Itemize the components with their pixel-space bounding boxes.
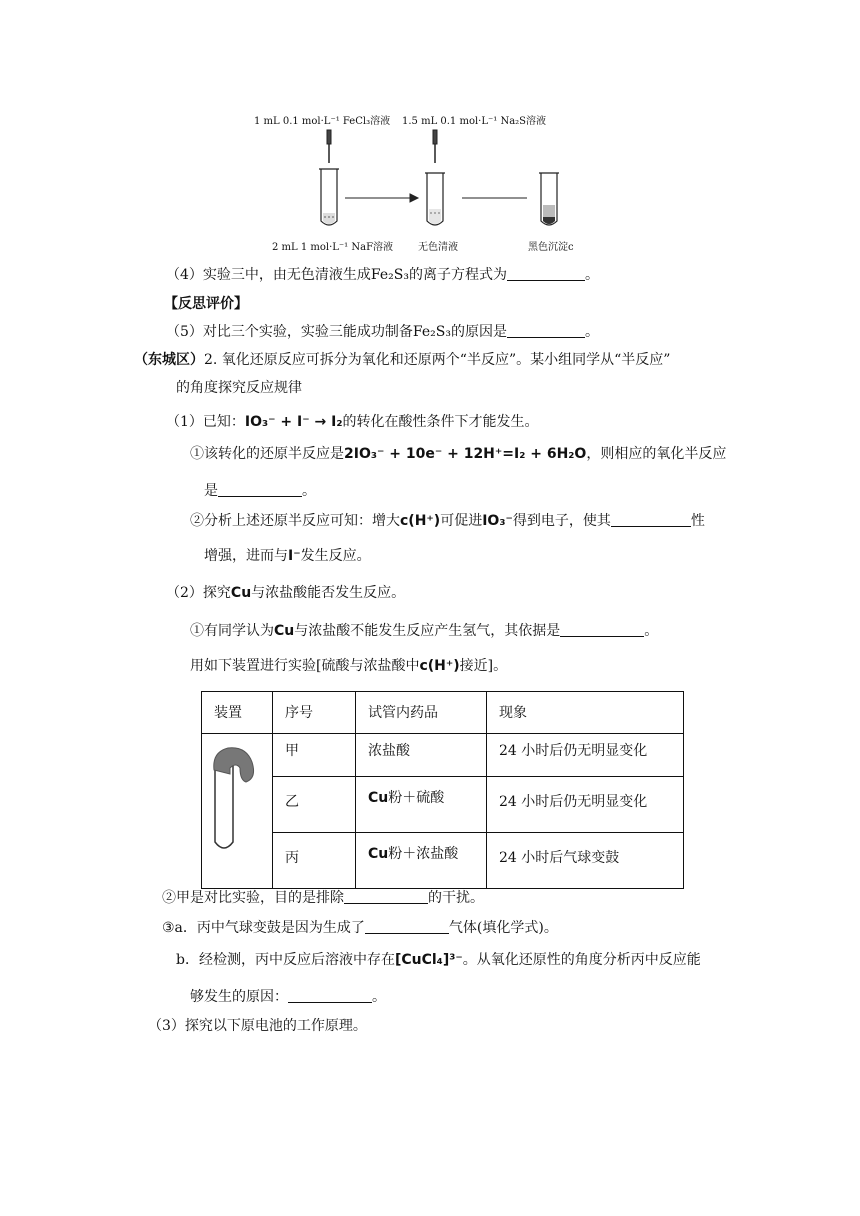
- dropper-icon: [433, 130, 437, 163]
- row-reagent: Cu粉＋浓盐酸: [356, 833, 487, 889]
- answer-blank[interactable]: [560, 622, 644, 637]
- figure-label-fecl3: 1 mL 0.1 mol·L⁻¹ FeCl₃溶液: [254, 116, 391, 127]
- equation-io3-i: IO₃⁻ + I⁻ → I₂: [244, 414, 343, 430]
- figure-label-naf: 2 mL 1 mol·L⁻¹ NaF溶液: [272, 242, 394, 253]
- q5-prefix: （5）对比三个实验，实验三能成功制备: [166, 324, 413, 340]
- apparatus-cell: [202, 734, 273, 889]
- section-2: （2）探究Cu与浓盐酸能否发生反应。: [166, 585, 406, 601]
- dropper-icon: [327, 130, 331, 163]
- test-tube-icon: [539, 173, 559, 225]
- answer-blank[interactable]: [344, 889, 428, 904]
- section-3: （3）探究以下原电池的工作原理。: [148, 1018, 367, 1034]
- equation-reduction-half: 2IO₃⁻ + 10e⁻ + 12H⁺=I₂ + 6H₂O: [344, 446, 587, 462]
- row-id: 乙: [273, 776, 356, 833]
- row-phenomenon: 24 小时后仍无明显变化: [487, 734, 684, 777]
- answer-blank[interactable]: [507, 323, 585, 338]
- section-1: （1）已知：IO₃⁻ + I⁻ → I₂的转化在酸性条件下才能发生。: [166, 414, 539, 430]
- q4-suffix: 的离子方程式为: [408, 267, 507, 283]
- row-id: 甲: [273, 734, 356, 777]
- answer-blank[interactable]: [288, 988, 372, 1003]
- q5-formula: Fe₂S₃: [412, 324, 451, 340]
- q5-suffix: 的原因是: [450, 324, 507, 340]
- question-3b-cont: 够发生的原因： 。: [190, 989, 386, 1005]
- table-header: 序号: [273, 692, 356, 734]
- answer-blank[interactable]: [218, 482, 302, 497]
- test-tube-icon: [319, 169, 339, 225]
- problem-2-intro-line1: 2. 氧化还原反应可拆分为氧化和还原两个“半反应”。某小组同学从“半反应”: [204, 352, 671, 368]
- section-1-item-a-cont: 是 。: [204, 483, 316, 499]
- row-phenomenon: 24 小时后气球变鼓: [487, 833, 684, 889]
- row-id: 丙: [273, 833, 356, 889]
- section-2-item-a: ①有同学认为Cu与浓盐酸不能发生反应产生氢气，其依据是 。: [190, 623, 659, 639]
- section-2-setup: 用如下装置进行实验[硫酸与浓盐酸中c(H⁺)接近]。: [190, 658, 508, 674]
- table-header: 装置: [202, 692, 273, 734]
- answer-blank[interactable]: [365, 919, 449, 934]
- test-tube-icon: [425, 173, 445, 225]
- row-phenomenon: 24 小时后仍无明显变化: [487, 776, 684, 833]
- complex-ion: [CuCl₄]³⁻: [394, 952, 463, 968]
- problem-2-intro-line2: 的角度探究反应规律: [176, 380, 302, 396]
- section-1-item-b-cont: 增强，进而与I⁻发生反应。: [204, 548, 371, 564]
- experiment-table: [201, 691, 684, 889]
- question-2b: ②甲是对比实验，目的是排除 的干扰。: [162, 890, 484, 906]
- row-reagent: 浓盐酸: [356, 734, 487, 777]
- problem-2-intro: [134, 350, 670, 370]
- question-3a: ③a．丙中气球变鼓是因为生成了 气体(填化学式)。: [162, 920, 558, 936]
- table-header: 试管内药品: [356, 692, 487, 734]
- balloon-tube-icon: [202, 734, 272, 884]
- row-reagent: Cu粉＋硫酸: [356, 776, 487, 833]
- section-1-item-a: ①该转化的还原半反应是2IO₃⁻ + 10e⁻ + 12H⁺=I₂ + 6H₂O，则相应的氧化半反应: [190, 446, 727, 462]
- question-4: （4）实验三中，由无色清液生成Fe₂S₃的离子方程式为 。: [166, 267, 599, 283]
- table-header: 现象: [487, 692, 684, 734]
- table-header-row: [202, 692, 684, 734]
- question-3b: b．经检测，丙中反应后溶液中存在[CuCl₄]³⁻。从氧化还原性的角度分析丙中反应能: [176, 952, 701, 968]
- table-row: [202, 776, 684, 833]
- q4-prefix: （4）实验三中，由无色清液生成: [166, 267, 371, 283]
- answer-blank[interactable]: [507, 266, 585, 281]
- answer-blank[interactable]: [611, 512, 691, 527]
- district-label: （东城区）: [134, 352, 204, 368]
- figure-label-black-precipitate: 黑色沉淀c: [528, 242, 574, 253]
- section-1-item-b: ②分析上述还原半反应可知：增大c(H⁺)可促进IO₃⁻得到电子，使其 性: [190, 513, 705, 529]
- table-row: [202, 833, 684, 889]
- figure-label-na2s: 1.5 mL 0.1 mol·L⁻¹ Na₂S溶液: [402, 116, 547, 127]
- reflection-heading: 【反思评价】: [164, 296, 248, 312]
- q4-formula: Fe₂S₃: [370, 267, 409, 283]
- arrow-icon: [345, 194, 418, 202]
- table-row: [202, 734, 684, 777]
- question-5: （5）对比三个实验，实验三能成功制备Fe₂S₃的原因是 。: [166, 324, 599, 340]
- figure-label-clear-solution: 无色清液: [418, 242, 458, 253]
- apparatus-drawing: [300, 125, 580, 235]
